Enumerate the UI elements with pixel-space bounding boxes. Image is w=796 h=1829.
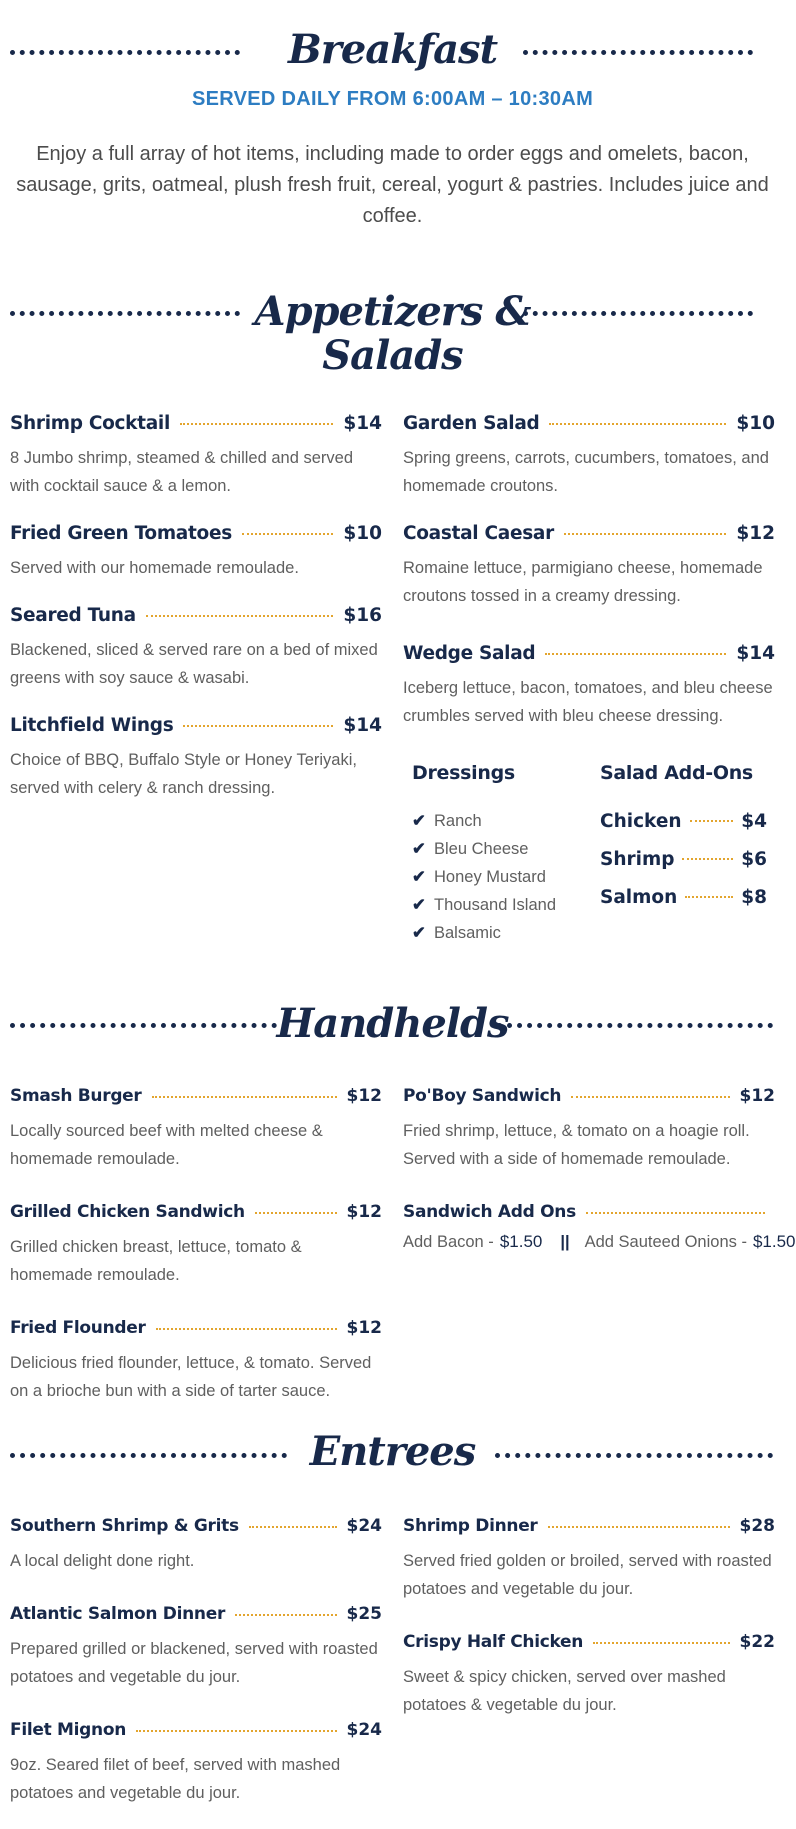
menu-item <box>403 640 775 730</box>
menu-item <box>403 1083 775 1173</box>
dotted-leader <box>545 653 726 655</box>
item-name: Southern Shrimp & Grits <box>10 1516 239 1536</box>
addon-onions-label: Add Sauteed Onions - <box>584 1232 747 1251</box>
menu-item <box>403 1513 775 1603</box>
dotted-leader <box>564 533 726 535</box>
item-name: Fried Flounder <box>10 1318 146 1338</box>
addon-name: Salmon <box>600 886 678 908</box>
item-name: Garden Salad <box>403 412 540 434</box>
menu-item <box>10 1199 382 1289</box>
dressing-label: Balsamic <box>434 923 501 942</box>
list-item <box>412 891 562 919</box>
item-name: Litchfield Wings <box>10 714 174 736</box>
item-price: $24 <box>346 1720 382 1740</box>
list-item <box>412 919 562 947</box>
list-item <box>412 835 562 863</box>
item-description: Fried shrimp, lettuce, & tomato on a hoagie roll. Served with a side of homemade remoulade. <box>403 1122 750 1168</box>
dotted-leader <box>685 896 733 898</box>
dotted-leader <box>156 1328 337 1330</box>
menu-item <box>10 602 382 692</box>
dressing-label: Bleu Cheese <box>434 839 529 858</box>
menu-item <box>10 520 382 582</box>
menu-item <box>10 1315 382 1405</box>
item-description: Prepared grilled or blackened, served with roasted potatoes and vegetable du jour. <box>10 1640 378 1686</box>
item-price: $16 <box>343 604 382 626</box>
separator: || <box>560 1232 570 1251</box>
dotted-leader <box>249 1526 337 1528</box>
item-description: A local delight done right. <box>10 1552 195 1570</box>
item-name: Smash Burger <box>10 1086 142 1106</box>
dotted-leader <box>146 615 334 617</box>
item-name: Grilled Chicken Sandwich <box>10 1202 245 1222</box>
item-name: Filet Mignon <box>10 1720 127 1740</box>
dressing-label: Thousand Island <box>434 895 557 914</box>
salad-addon-item <box>600 807 767 835</box>
handhelds-title: Handhelds <box>276 1000 509 1047</box>
item-description: Iceberg lettuce, bacon, tomatoes, and bleu cheese crumbles served with bleu cheese dressing. <box>403 679 773 725</box>
dressing-label: Honey Mustard <box>434 867 546 886</box>
item-price: $12 <box>346 1318 382 1338</box>
dotted-leader <box>682 858 733 860</box>
breakfast-hours: SERVED DAILY FROM 6:00AM – 10:30AM <box>191 88 594 110</box>
breakfast-title: Breakfast <box>287 26 498 73</box>
dotted-leader <box>548 1526 730 1528</box>
item-description: Choice of BBQ, Buffalo Style or Honey Teriyaki, served with celery & ranch dressing. <box>10 751 357 797</box>
item-description: Served fried golden or broiled, served with roasted potatoes and vegetable du jour. <box>403 1552 772 1598</box>
list-item <box>412 863 562 891</box>
item-name: Fried Green Tomatoes <box>10 522 232 544</box>
item-price: $10 <box>736 412 775 434</box>
salad-addon-item <box>600 845 767 873</box>
item-description: Spring greens, carrots, cucumbers, tomatoes, and homemade croutons. <box>403 449 769 495</box>
item-description: Romaine lettuce, parmigiano cheese, homemade croutons tossed in a creamy dressing. <box>403 559 763 605</box>
menu-item <box>10 1083 382 1173</box>
check-icon: ✔ <box>412 868 426 886</box>
item-name: Po'Boy Sandwich <box>403 1086 562 1106</box>
item-name: Coastal Caesar <box>403 522 554 544</box>
check-icon: ✔ <box>412 840 426 858</box>
item-name: Shrimp Cocktail <box>10 412 170 434</box>
dotted-leader <box>152 1096 337 1098</box>
item-name: Sandwich Add Ons <box>403 1202 576 1222</box>
item-price: $10 <box>343 522 382 544</box>
dotted-leader <box>255 1212 337 1214</box>
dotted-leader <box>549 423 726 425</box>
dressings-title: Dressings <box>412 762 515 784</box>
dotted-leader <box>136 1730 336 1732</box>
dressings-list <box>412 807 562 947</box>
addon-price: $8 <box>741 886 767 908</box>
addon-price: $4 <box>741 810 767 832</box>
menu-item <box>403 1629 775 1719</box>
list-item <box>412 807 562 835</box>
dressing-label: Ranch <box>434 811 482 830</box>
item-description: Blackened, sliced & served rare on a bed of mixed greens with soy sauce & wasabi. <box>10 641 378 687</box>
item-price: $14 <box>343 412 382 434</box>
item-name: Wedge Salad <box>403 642 536 664</box>
item-name: Atlantic Salmon Dinner <box>10 1604 226 1624</box>
item-description: Delicious fried flounder, lettuce, & tomato. Served on a brioche bun with a side of tarter sauce. <box>10 1354 372 1400</box>
appetizers-title-line2: Salads <box>322 332 463 379</box>
dotted-leader <box>242 533 333 535</box>
item-price: $12 <box>346 1086 382 1106</box>
item-description: Grilled chicken breast, lettuce, tomato & homemade remoulade. <box>10 1238 302 1284</box>
menu-item <box>403 520 775 610</box>
item-name: Crispy Half Chicken <box>403 1632 584 1652</box>
item-description: Served with our homemade remoulade. <box>10 559 299 577</box>
menu-item <box>10 410 382 500</box>
item-description: Locally sourced beef with melted cheese & homemade remoulade. <box>10 1122 323 1168</box>
item-price: $14 <box>343 714 382 736</box>
item-price: $22 <box>739 1632 775 1652</box>
dotted-leader <box>690 820 734 822</box>
item-description: 9oz. Seared filet of beef, served with mashed potatoes and vegetable du jour. <box>10 1756 341 1802</box>
menu-item <box>10 1601 382 1691</box>
addon-name: Shrimp <box>600 848 675 870</box>
item-name: Shrimp Dinner <box>403 1516 538 1536</box>
sandwich-addons-heading <box>403 1199 765 1225</box>
addon-bacon-price: $1.50 <box>499 1232 543 1251</box>
item-description: Sweet & spicy chicken, served over mashed potatoes & vegetable du jour. <box>403 1668 726 1714</box>
salad-addons-title: Salad Add-Ons <box>600 762 753 784</box>
entrees-title: Entrees <box>309 1428 476 1475</box>
item-price: $12 <box>739 1086 775 1106</box>
item-price: $24 <box>346 1516 382 1536</box>
dotted-leader <box>183 725 333 727</box>
item-price: $25 <box>346 1604 382 1624</box>
menu-item <box>403 410 775 500</box>
dotted-leader <box>235 1614 336 1616</box>
dotted-leader <box>180 423 333 425</box>
dotted-leader <box>571 1096 729 1098</box>
breakfast-description: Enjoy a full array of hot items, including made to order eggs and omelets, bacon, sausage, grits, oatmeal, plush fresh fruit, cereal, yogurt & pastries. Includes juice and coffee. <box>16 143 769 227</box>
sandwich-addons-line <box>403 1232 796 1252</box>
item-name: Seared Tuna <box>10 604 136 626</box>
check-icon: ✔ <box>412 896 426 914</box>
item-price: $14 <box>736 642 775 664</box>
dotted-leader <box>586 1212 765 1214</box>
check-icon: ✔ <box>412 924 426 942</box>
item-description: 8 Jumbo shrimp, steamed & chilled and served with cocktail sauce & a lemon. <box>10 449 354 495</box>
menu-item <box>10 1513 382 1575</box>
addon-onions-price: $1.50 <box>752 1232 796 1251</box>
item-price: $12 <box>346 1202 382 1222</box>
menu-item <box>10 1717 382 1807</box>
appetizers-title-line1: Appetizers & <box>254 288 531 335</box>
item-price: $12 <box>736 522 775 544</box>
addon-bacon-label: Add Bacon - <box>403 1232 494 1251</box>
addon-name: Chicken <box>600 810 682 832</box>
dotted-leader <box>593 1642 729 1644</box>
check-icon: ✔ <box>412 812 426 830</box>
menu-item <box>10 712 382 802</box>
addon-price: $6 <box>741 848 767 870</box>
item-price: $28 <box>739 1516 775 1536</box>
salad-addon-item <box>600 883 767 911</box>
